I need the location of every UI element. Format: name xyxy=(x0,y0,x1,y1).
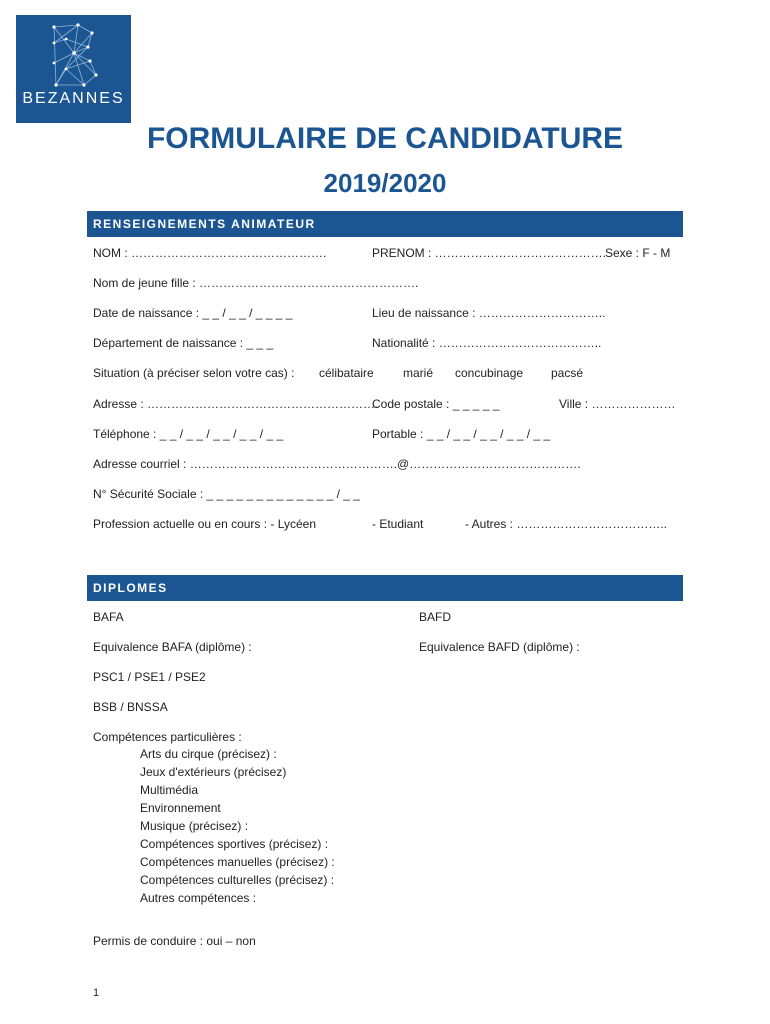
field-sexe[interactable]: Sexe : F - M xyxy=(605,246,671,260)
diploma-psc: PSC1 / PSE1 / PSE2 xyxy=(93,670,206,684)
situation-option-pacse[interactable]: pacsé xyxy=(551,366,584,380)
field-securite-sociale[interactable]: N° Sécurité Sociale : _ _ _ _ _ _ _ _ _ _ _ _ _ / _ _ xyxy=(93,487,360,501)
field-equivalence-bafd[interactable]: Equivalence BAFD (diplôme) : xyxy=(419,640,580,654)
field-code-postal[interactable]: Code postale : _ _ _ _ _ xyxy=(372,397,500,411)
competence-item[interactable]: Compétences sportives (précisez) : xyxy=(140,837,329,851)
competence-item[interactable]: Multimédia xyxy=(140,783,199,797)
situation-label: Situation (à préciser selon votre cas) : xyxy=(93,366,295,380)
diploma-bafa: BAFA xyxy=(93,610,124,624)
diploma-bsb: BSB / BNSSA xyxy=(93,700,168,714)
situation-option-marie[interactable]: marié xyxy=(403,366,434,380)
competence-item[interactable]: Autres compétences : xyxy=(140,891,257,905)
field-adresse[interactable]: Adresse : …………………………………………………. xyxy=(93,397,379,411)
section-header-animateur: RENSEIGNEMENTS ANIMATEUR xyxy=(87,211,683,237)
diploma-bafd: BAFD xyxy=(419,610,452,624)
field-permis[interactable]: Permis de conduire : oui – non xyxy=(93,934,256,948)
profession-option-autres[interactable]: - Autres : ……………………………….. xyxy=(465,517,668,531)
field-courriel[interactable]: Adresse courriel : …………………………………………….@……………………………………. xyxy=(93,457,581,471)
field-nom-jeune-fille[interactable]: Nom de jeune fille : ………………………………………………. xyxy=(93,276,419,290)
competence-item[interactable]: Environnement xyxy=(140,801,221,815)
field-prenom[interactable]: PRENOM : ……………………………………. xyxy=(372,246,607,260)
page-title: FORMULAIRE DE CANDIDATURE xyxy=(146,122,624,155)
field-portable[interactable]: Portable : _ _ / _ _ / _ _ / _ _ / _ _ xyxy=(372,427,551,441)
field-departement[interactable]: Département de naissance : _ _ _ xyxy=(93,336,274,350)
field-nom[interactable]: NOM : …………………………………………. xyxy=(93,246,327,260)
bezannes-logo xyxy=(16,15,131,123)
profession-option-etudiant[interactable]: - Etudiant xyxy=(372,517,424,531)
competence-item[interactable]: Musique (précisez) : xyxy=(140,819,249,833)
profession-option-lyceen[interactable]: Profession actuelle ou en cours : - Lycéen xyxy=(93,517,317,531)
logo-text: BEZANNES xyxy=(22,90,125,107)
competences-label: Compétences particulières : xyxy=(93,730,242,744)
situation-option-concubinage[interactable]: concubinage xyxy=(455,366,524,380)
situation-option-celibataire[interactable]: célibataire xyxy=(319,366,374,380)
network-b-icon xyxy=(44,23,104,89)
competence-item[interactable]: Compétences manuelles (précisez) : xyxy=(140,855,335,869)
field-ville[interactable]: Ville : ………………… xyxy=(559,397,676,411)
field-telephone[interactable]: Téléphone : _ _ / _ _ / _ _ / _ _ / _ _ xyxy=(93,427,284,441)
competence-item[interactable]: Jeux d'extérieurs (précisez) xyxy=(140,765,287,779)
competence-item[interactable]: Compétences culturelles (précisez) : xyxy=(140,873,335,887)
page-number: 1 xyxy=(93,987,100,999)
page-subtitle: 2019/2020 xyxy=(323,168,447,198)
field-equivalence-bafa[interactable]: Equivalence BAFA (diplôme) : xyxy=(93,640,252,654)
field-date-naissance[interactable]: Date de naissance : _ _ / _ _ / _ _ _ _ xyxy=(93,306,293,320)
field-nationalite[interactable]: Nationalité : ………………………………….. xyxy=(372,336,602,350)
competence-item[interactable]: Arts du cirque (précisez) : xyxy=(140,747,277,761)
section-header-diplomes: DIPLOMES xyxy=(87,575,683,601)
field-lieu-naissance[interactable]: Lieu de naissance : ………………………….. xyxy=(372,306,606,320)
